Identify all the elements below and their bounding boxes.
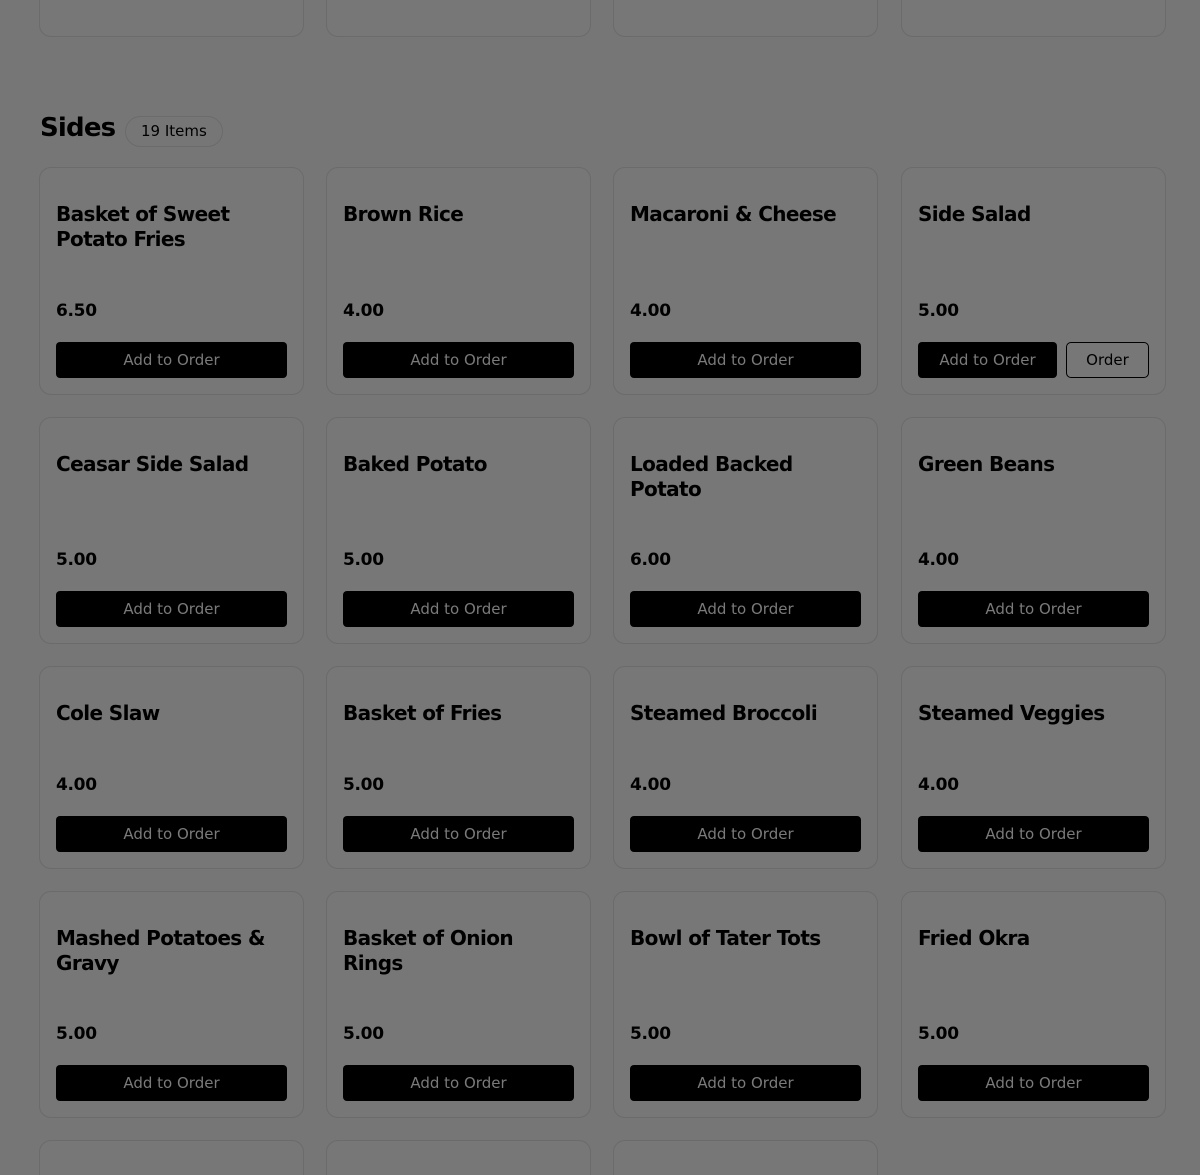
- menu-item-card: [326, 666, 591, 869]
- item-name: Green Beans: [918, 452, 1055, 476]
- menu-item-card: [326, 0, 591, 37]
- item-price: 5.00: [343, 775, 384, 795]
- item-name: Steamed Veggies: [918, 701, 1105, 725]
- item-name: Fried Okra: [918, 926, 1030, 950]
- section-title-sides: Sides: [40, 113, 116, 143]
- item-name: Mashed Potatoes & Gravy: [56, 926, 265, 975]
- item-name: Basket of Onion Rings: [343, 926, 513, 975]
- item-price: 5.00: [56, 550, 97, 570]
- menu-item-card: [39, 417, 304, 644]
- item-name: Cole Slaw: [56, 701, 160, 725]
- item-price: 4.00: [56, 775, 97, 795]
- add-to-order-button[interactable]: Add to Order: [56, 342, 287, 378]
- item-count-badge: 19 Items: [125, 116, 223, 147]
- menu-item-card: [613, 666, 878, 869]
- item-name: Steamed Broccoli: [630, 701, 818, 725]
- menu-item-card: [901, 891, 1166, 1118]
- add-to-order-button[interactable]: Add to Order: [56, 1065, 287, 1101]
- menu-item-card: [901, 167, 1166, 395]
- item-price: 6.50: [56, 301, 97, 321]
- add-to-order-button[interactable]: Add to Order: [56, 816, 287, 852]
- menu-item-card: [39, 1140, 304, 1175]
- item-name: Loaded Backed Potato: [630, 452, 793, 501]
- item-price: 5.00: [918, 301, 959, 321]
- item-name: Baked Potato: [343, 452, 487, 476]
- add-to-order-button[interactable]: Add to Order: [343, 591, 574, 627]
- menu-item-card: [613, 1140, 878, 1175]
- item-price: 4.00: [918, 775, 959, 795]
- item-price: 5.00: [343, 1024, 384, 1044]
- add-to-order-button[interactable]: Add to Order: [343, 1065, 574, 1101]
- item-name: Macaroni & Cheese: [630, 202, 837, 226]
- item-name: Bowl of Tater Tots: [630, 926, 821, 950]
- menu-item-card: [326, 417, 591, 644]
- add-to-order-button[interactable]: Add to Order: [343, 816, 574, 852]
- item-price: 5.00: [630, 1024, 671, 1044]
- menu-item-card: [613, 891, 878, 1118]
- add-to-order-button[interactable]: Add to Order: [630, 1065, 861, 1101]
- menu-item-card: [901, 0, 1166, 37]
- add-to-order-button[interactable]: Add to Order: [630, 591, 861, 627]
- add-to-order-button[interactable]: Add to Order: [630, 816, 861, 852]
- add-to-order-button[interactable]: Add to Order: [56, 591, 287, 627]
- item-name: Side Salad: [918, 202, 1031, 226]
- menu-item-card: [901, 666, 1166, 869]
- item-price: 4.00: [918, 550, 959, 570]
- add-to-order-button[interactable]: Add to Order: [630, 342, 861, 378]
- add-to-order-button[interactable]: Add to Order: [918, 342, 1057, 378]
- menu-item-card: [613, 0, 878, 37]
- item-price: 5.00: [918, 1024, 959, 1044]
- menu-item-card: [39, 891, 304, 1118]
- item-price: 4.00: [630, 775, 671, 795]
- item-name: Brown Rice: [343, 202, 464, 226]
- menu-item-card: [39, 666, 304, 869]
- item-name: Ceasar Side Salad: [56, 452, 249, 476]
- menu-item-card: [326, 891, 591, 1118]
- menu-item-card: [326, 167, 591, 395]
- item-price: 6.00: [630, 550, 671, 570]
- menu-item-card: [613, 417, 878, 644]
- menu-item-card: [613, 167, 878, 395]
- item-price: 4.00: [630, 301, 671, 321]
- add-to-order-button[interactable]: Add to Order: [918, 591, 1149, 627]
- item-price: 4.00: [343, 301, 384, 321]
- menu-item-card: [326, 1140, 591, 1175]
- item-price: 5.00: [56, 1024, 97, 1044]
- add-to-order-button[interactable]: Add to Order: [343, 342, 574, 378]
- add-to-order-button[interactable]: Add to Order: [918, 816, 1149, 852]
- menu-item-card: [39, 167, 304, 395]
- menu-item-card: [901, 417, 1166, 644]
- item-name: Basket of Fries: [343, 701, 502, 725]
- item-name: Basket of Sweet Potato Fries: [56, 202, 230, 251]
- item-price: 5.00: [343, 550, 384, 570]
- add-to-order-button[interactable]: Add to Order: [918, 1065, 1149, 1101]
- menu-item-card: [39, 0, 304, 37]
- order-button[interactable]: Order: [1066, 342, 1149, 378]
